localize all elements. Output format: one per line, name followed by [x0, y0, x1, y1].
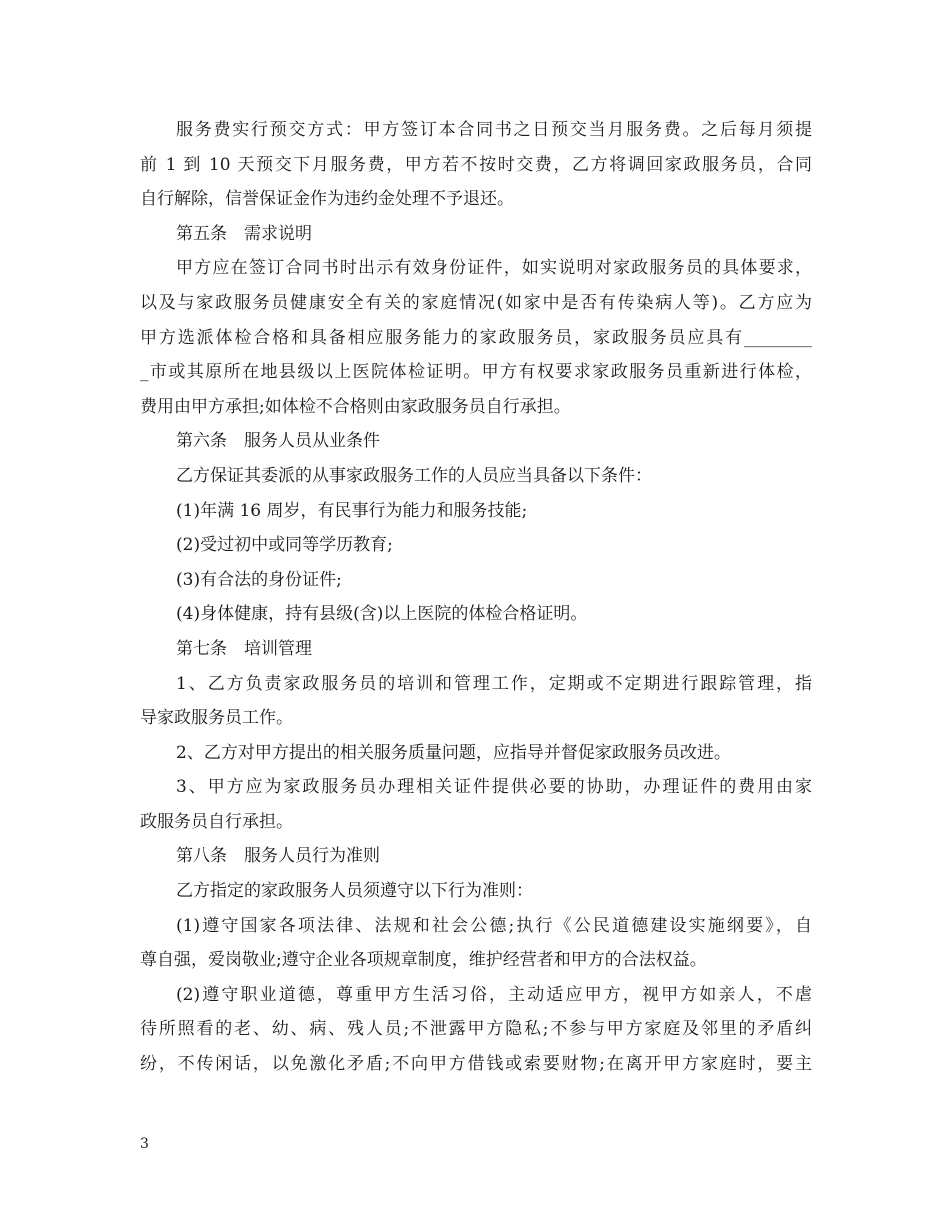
paragraph-line: 待所照看的老、幼、病、残人员;不泄露甲方隐私;不参与甲方家庭及邻里的矛盾纠 [140, 1019, 812, 1040]
list-item: (1)年满 16 周岁，有民事行为能力和服务技能; [176, 500, 528, 521]
page-number: 3 [140, 1136, 149, 1152]
paragraph-line: 纷，不传闲话，以免激化矛盾;不向甲方借钱或索要财物;在离开甲方家庭时，要主 [140, 1054, 812, 1075]
document-body [140, 113, 812, 1082]
paragraph-line: 服务费实行预交方式：甲方签订本合同书之日预交当月服务费。之后每月须提 [176, 120, 812, 140]
list-item: (2)受过初中或同等学历教育; [176, 535, 393, 556]
paragraph-line: 甲方应在签订合同书时出示有效身份证件，如实说明对家政服务员的具体要求， [176, 258, 812, 279]
paragraph-line: _市或其原所在地县级以上医院体检证明。甲方有权要求家政服务员重新进行体检， [140, 362, 812, 383]
paragraph-line: 政服务员自行承担。 [140, 811, 293, 832]
paragraph-line: 前 1 到 10 天预交下月服务费，甲方若不按时交费，乙方将调回家政服务员，合同 [140, 154, 812, 175]
paragraph-line: 乙方保证其委派的从事家政服务工作的人员应当具备以下条件： [176, 465, 652, 486]
list-item: (2)遵守职业道德，尊重甲方生活习俗，主动适应甲方，视甲方如亲人，不虐 [176, 984, 812, 1005]
article-heading-5: 第五条 需求说明 [176, 223, 312, 244]
article-heading-6: 第六条 服务人员从业条件 [176, 431, 380, 452]
list-item: 1、乙方负责家政服务员的培训和管理工作，定期或不定期进行跟踪管理，指 [176, 673, 812, 694]
list-item: 2、乙方对甲方提出的相关服务质量问题，应指导并督促家政服务员改进。 [176, 742, 731, 763]
paragraph-line: 费用由甲方承担;如体检不合格则由家政服务员自行承担。 [140, 396, 571, 417]
list-item: (3)有合法的身份证件; [176, 569, 342, 590]
list-item: 3、甲方应为家政服务员办理相关证件提供必要的协助，办理证件的费用由家 [176, 777, 812, 798]
article-heading-8: 第八条 服务人员行为准则 [176, 846, 380, 867]
paragraph-line: 自行解除，信誉保证金作为违约金处理不予退还。 [140, 189, 514, 210]
paragraph-line: 甲方选派体检合格和具备相应服务能力的家政服务员，家政服务员应具有________ [140, 327, 812, 348]
paragraph-line: 尊自强，爱岗敬业;遵守企业各项规章制度，维护经营者和甲方的合法权益。 [140, 950, 707, 971]
list-item: (1)遵守国家各项法律、法规和社会公德;执行《公民道德建设实施纲要》，自 [176, 915, 812, 936]
article-heading-7: 第七条 培训管理 [176, 638, 312, 659]
list-item: (4)身体健康，持有县级(含)以上医院的体检合格证明。 [176, 604, 588, 625]
paragraph-line: 以及与家政服务员健康安全有关的家庭情况(如家中是否有传染病人等)。乙方应为 [140, 292, 812, 313]
paragraph-line: 导家政服务员工作。 [140, 708, 293, 729]
paragraph-line: 乙方指定的家政服务人员须遵守以下行为准则： [176, 881, 533, 902]
